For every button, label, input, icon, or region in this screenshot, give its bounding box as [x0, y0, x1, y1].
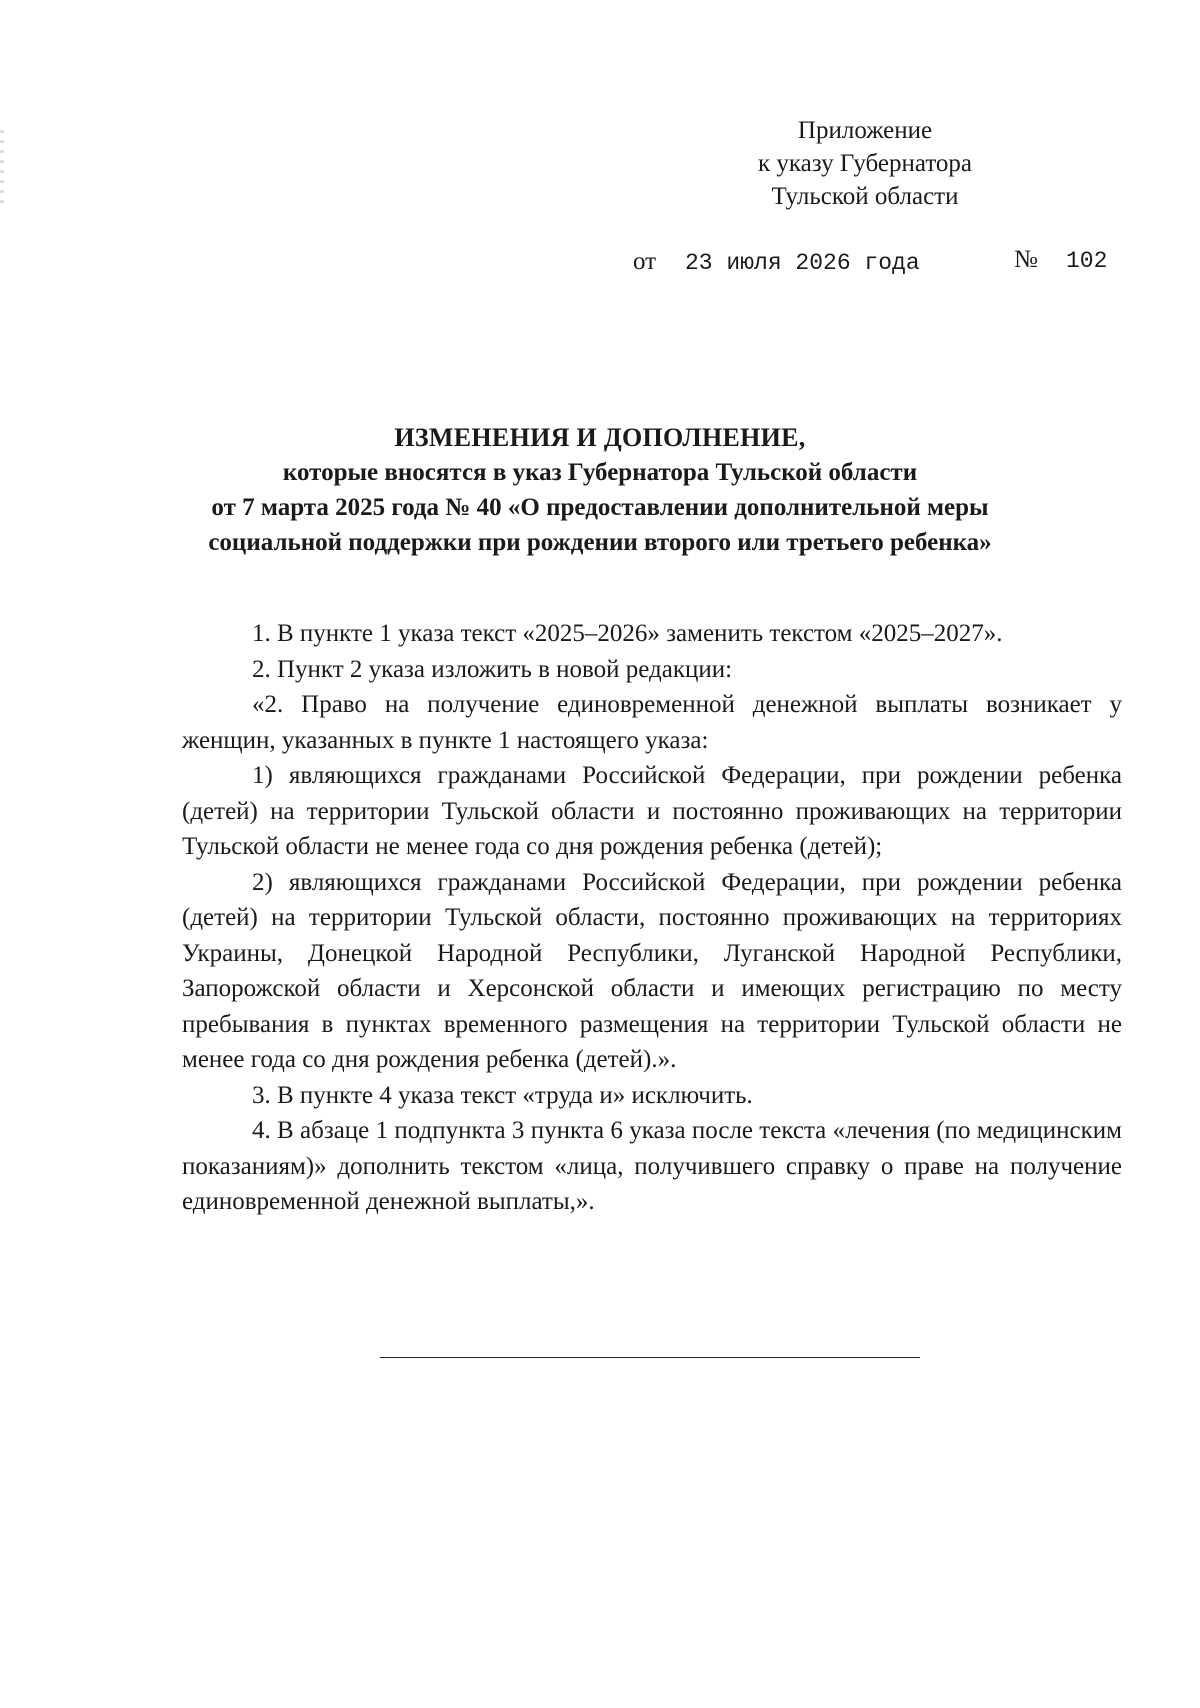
appendix-line-2: к указу Губернатора — [757, 150, 973, 177]
scan-edge-marks — [0, 130, 4, 210]
decree-date: 23 июля 2026 года — [685, 250, 920, 276]
paragraph-3: «2. Право на получение единовременной денежной выплаты возникает у женщин, указанных в пункте 1 настоящего указа: — [182, 691, 1122, 754]
decree-date-line — [633, 248, 1113, 282]
closing-rule — [380, 1357, 920, 1358]
appendix-header — [700, 114, 1030, 213]
paragraph-4: 1) являющихся гражданами Российской Федерации, при рождении ребенка (детей) на территории Тульской области и постоянно проживающих на территории Тульской области не менее года со дня рождения ребенка (детей); — [182, 762, 1122, 860]
decree-number: 102 — [1066, 248, 1108, 274]
title-line-2: которые вносятся в указ Губернатора Тульской области — [282, 459, 918, 486]
title-line-4: социальной поддержки при рождении второго или третьего ребенка» — [208, 529, 992, 556]
document-body — [182, 616, 1122, 1220]
paragraph-6: 3. В пункте 4 указа текст «труда и» исключить. — [252, 1081, 753, 1109]
appendix-line-1: Приложение — [797, 117, 933, 144]
number-sign: № — [1014, 246, 1038, 273]
appendix-line-3: Тульской области — [771, 183, 959, 210]
date-prefix: от — [633, 248, 657, 275]
paragraph-5: 2) являющихся гражданами Российской Федерации, при рождении ребенка (детей) на территории Тульской области, постоянно проживающих на территориях Украины, Донецкой Народной Республики, Луганской Народной Республики, Запорожской области и Херсонской области и имеющих регистрацию по месту пребывания в пунктах временного размещения на территории Тульской области не менее года со дня рождения ребенка (детей).». — [182, 868, 1122, 1073]
title-line-3: от 7 марта 2025 года № 40 «О предоставлении дополнительной меры — [211, 494, 989, 521]
paragraph-7: 4. В абзаце 1 подпункта 3 пункта 6 указа после текста «лечения (по медицинским показаниям)» дополнить текстом «лица, получившего справку о праве на получение единовременной денежной выплаты,». — [182, 1117, 1122, 1215]
paragraph-1: 1. В пункте 1 указа текст «2025–2026» заменить текстом «2025–2027». — [252, 620, 1003, 647]
paragraph-2: 2. Пункт 2 указа изложить в новой редакции: — [252, 655, 733, 683]
title-main: ИЗМЕНЕНИЯ И ДОПОЛНЕНИЕ, — [394, 423, 806, 452]
document-title — [150, 420, 1050, 560]
